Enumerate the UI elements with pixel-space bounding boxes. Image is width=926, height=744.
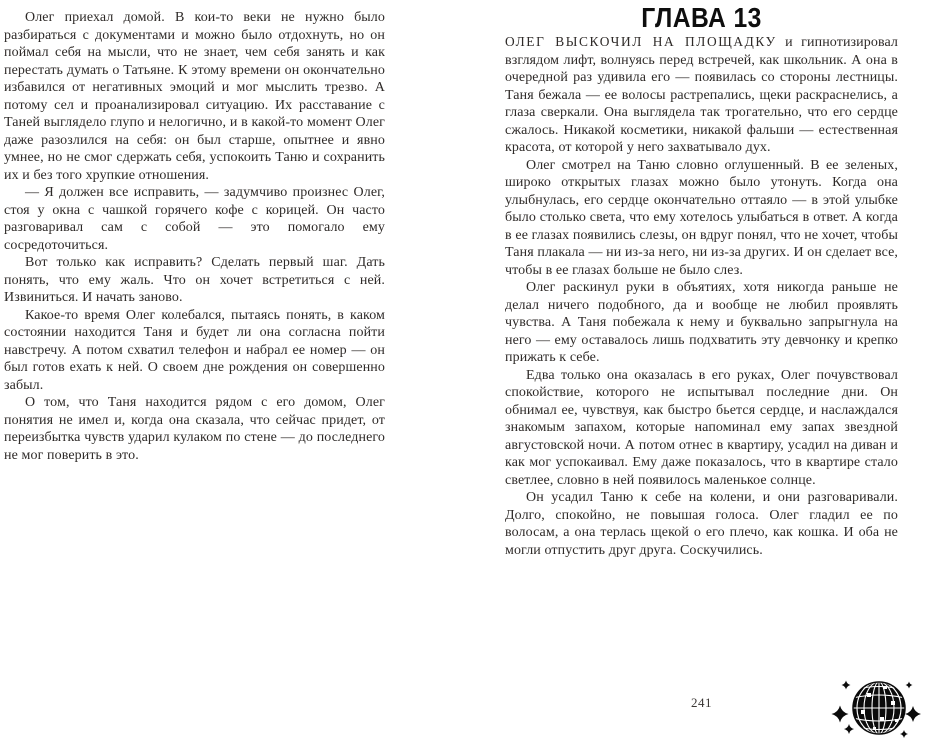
sparkle-icon	[832, 706, 849, 723]
body-paragraph: Какое-то время Олег колебался, пытаясь понять, в каком состоянии находится Таня и будет ли она согласна пойти навстречу. А потом схватил телефон и набрал ее номер — он был готов ехать к ней. О своем дне рождения он совершенно забыл.	[4, 307, 385, 393]
chapter-opening-text: и гипнотизировал взглядом лифт, волнуясь перед встречей, как школьник. А она в очередной раз удивила его — появилась со стороны лестницы. Таня бежала — ее волосы растрепались, щеки раскраснелись, а глаза сверкали. Она выглядела так трогательно, что его сердце сжалось. Никакой косметики, никакой фальши — естественная красота, от которой у него захватывало дух.	[505, 35, 899, 155]
right-page	[463, 0, 926, 744]
sparkle-icon	[900, 730, 908, 738]
body-paragraph: Олег раскинул руки в объятиях, хотя никогда раньше не делал ничего подобного, да и вообще не любил проявлять чувства. А Таня побежала к нему и буквально запрыгнула на него — ему оставалось лишь подхватить эту девчонку и крепко прижать к себе.	[505, 280, 898, 365]
chapter-lead-in: ОЛЕГ ВЫСКОЧИЛ НА ПЛОЩАДКУ	[505, 34, 777, 49]
body-paragraph: Вот только как исправить? Сделать первый шаг. Дать понять, что ему жаль. Что он хочет встретиться с ней. Извиниться. И начать заново.	[4, 255, 385, 305]
body-paragraph: Олег приехал домой. В кои-то веки не нужно было разбираться с документами и можно было отдохнуть, но он поймал себя на мысли, что не знает, чем себя занять и как перестать думать о Татьяне. К этому времени он окончательно избавился от негативных эмоций и мог мыслить трезво. А потому сел и проанализировал ситуацию. Их расставание с Таней выглядело глупо и нелогично, и в какой-то момент Олег даже разозлился на себя: он был старше, опытнее и явно умнее, но не смог сдержать себя, успокоить Таню и сохранить их и без того хрупкие отношения.	[4, 10, 385, 183]
chapter-heading: ГЛАВА 13	[641, 2, 762, 33]
sparkle-icon	[906, 682, 913, 689]
body-paragraph: Едва только она оказалась в его руках, Олег почувствовал спокойствие, которого не испытывал последние дни. Он обнимал ее, чувствуя, как быстро бьется сердце, и наслаждался знакомым запахом, которые напоминал ему запах звездной августовской ночи. А потом отнес в квартиру, усадил на диван и как мог успокаивал. Ему даже показалось, что в квартире стало светлее, словно в ней появилось маленькое солнце.	[505, 367, 898, 488]
body-paragraph: О том, что Таня находится рядом с его домом, Олег понятия не имел и, когда она сказала, что сейчас придет, от переизбытка чувств ударил кулаком по стене — до последнего не мог поверить в это.	[4, 395, 385, 463]
sparkle-icon	[844, 724, 854, 734]
page-number: 241	[691, 695, 712, 710]
body-paragraph: — Я должен все исправить, — задумчиво произнес Олег, стоя у окна с чашкой горячего кофе с корицей. Он часто разговаривал сам с собой — это помогало ему сосредоточиться.	[4, 185, 385, 253]
body-paragraph: Он усадил Таню к себе на колени, и они разговаривали. Долго, спокойно, не повышая голоса. Олег гладил ее по волосам, а она терлась щекой о его плечо, как кошка. И оба не могли отпустить друг друга. Соскучились.	[505, 490, 898, 558]
disco-ball-icon	[831, 672, 921, 742]
sparkle-icon	[842, 681, 851, 690]
body-paragraph	[505, 33, 898, 157]
sparkle-icon	[905, 706, 921, 722]
body-paragraph: Олег смотрел на Таню словно оглушенный. В ее зеленых, широко открытых глазах можно было утонуть. Когда она улыбнулась, его сердце окончательно оттаяло — в этой улыбке было столько света, что ему хотелось улыбаться в ответ. А когда в ее глазах появились слезы, он вдруг понял, что не хочет, чтобы Таня плакала — ни из-за него, ни из-за других. И он сделает все, чтобы в ее глазах больше не было слез.	[505, 157, 898, 278]
